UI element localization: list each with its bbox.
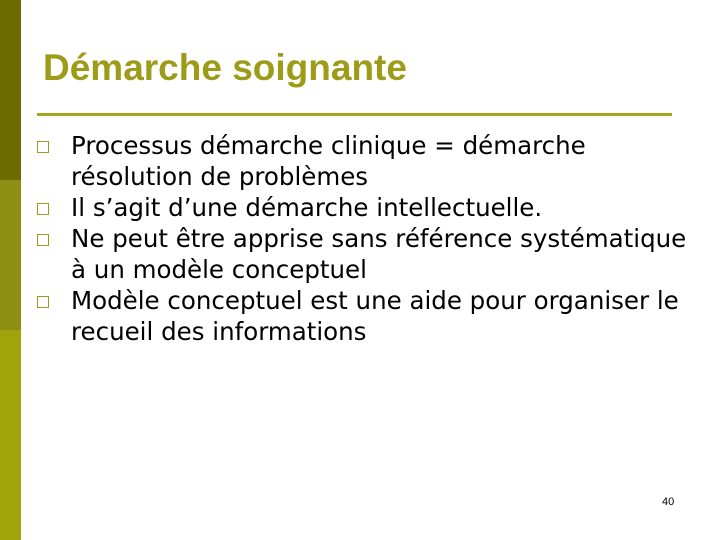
bullet-list — [36, 130, 696, 347]
bullet-item — [36, 130, 696, 192]
bullet-item — [36, 192, 696, 223]
sidebar-segment-bottom — [0, 330, 21, 540]
bullet-text: Modèle conceptuel est une aide pour organiser le recueil des informations — [71, 286, 679, 346]
hollow-square-icon — [37, 203, 49, 215]
sidebar-segment-top — [0, 0, 21, 180]
title-divider — [37, 113, 672, 116]
sidebar-segment-middle — [0, 180, 21, 330]
hollow-square-icon — [37, 234, 49, 246]
bullet-item — [36, 223, 696, 285]
bullet-text: Processus démarche clinique = démarche résolution de problèmes — [71, 131, 586, 191]
page-number: 40 — [662, 496, 675, 508]
hollow-square-icon — [37, 141, 49, 153]
hollow-square-icon — [37, 296, 49, 308]
slide-title: Démarche soignante — [43, 47, 407, 88]
sidebar-accent — [0, 0, 21, 540]
bullet-text: Il s’agit d’une démarche intellectuelle. — [71, 193, 543, 222]
bullet-text: Ne peut être apprise sans référence systématique à un modèle conceptuel — [71, 224, 687, 284]
bullet-item — [36, 285, 696, 347]
